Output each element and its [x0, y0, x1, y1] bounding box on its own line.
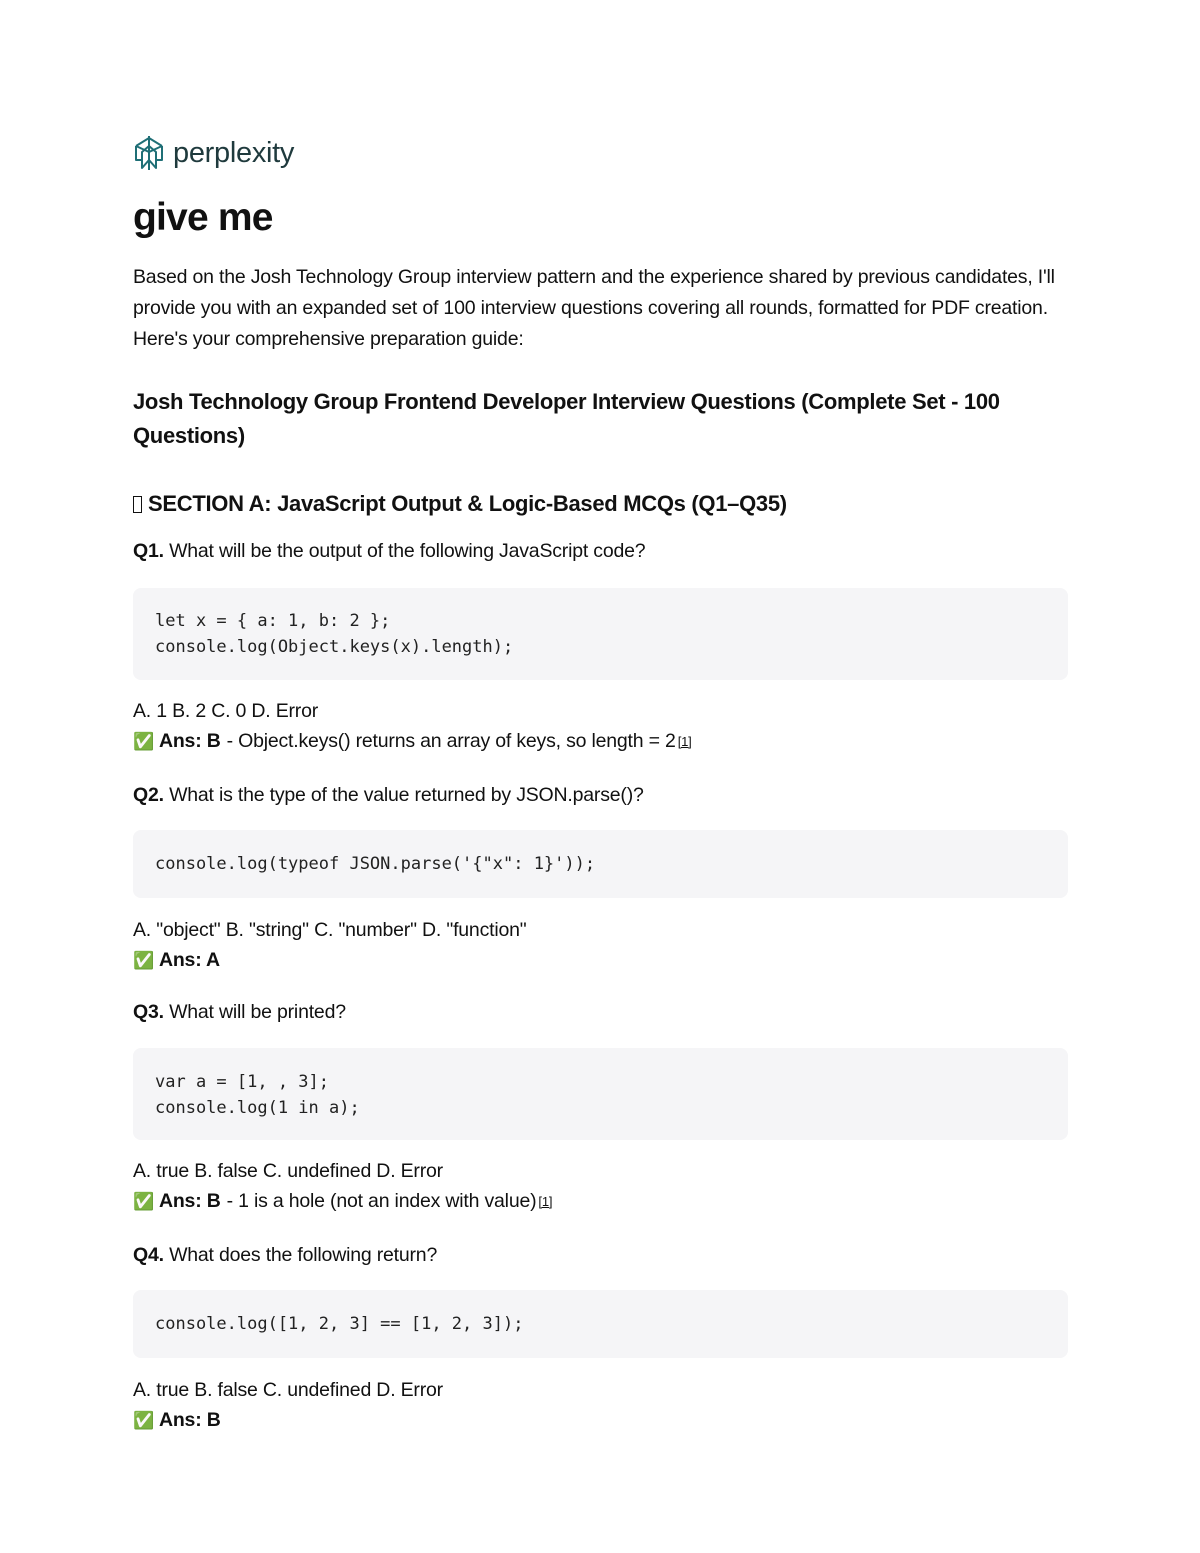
perplexity-logo — [133, 135, 294, 171]
question — [133, 1001, 346, 1024]
check-icon: ✅ — [133, 1191, 154, 1211]
answer-line — [133, 949, 226, 972]
question — [133, 1244, 437, 1267]
answer-options: A. true B. false C. undefined D. Error — [133, 1160, 443, 1182]
code-line: console.log(1 in a); — [155, 1098, 360, 1118]
code-block — [133, 830, 1068, 898]
answer-line: ✅ Ans: B - 1 is a hole (not an index with value) [1] — [133, 1190, 553, 1212]
question-label: Q3. — [133, 1001, 164, 1023]
answer-options: A. "object" B. "string" C. "number" D. "function" — [133, 919, 527, 941]
answer-explanation: - 1 is a hole (not an index with value) — [226, 1190, 537, 1212]
question-text: What will be printed? — [169, 1001, 346, 1023]
section-heading — [133, 491, 787, 517]
check-icon: ✅ — [133, 731, 154, 751]
question — [133, 540, 645, 563]
answer-label: Ans: A — [158, 949, 220, 971]
answer-line — [133, 1409, 227, 1432]
check-icon: ✅ — [133, 950, 154, 970]
question — [133, 784, 644, 807]
code-line: var a = [1, , 3]; — [155, 1072, 329, 1092]
document-heading: Josh Technology Group Frontend Developer Interview Questions (Complete Set - 100 Questions) — [133, 389, 1000, 448]
page-title: give me — [133, 196, 273, 239]
question-label: Q1. — [133, 540, 164, 562]
intro-paragraph: Based on the Josh Technology Group interview pattern and the experience shared by previous candidates, I'll provide you with an expanded set of 100 interview questions covering all rounds, formatted for PDF creation. Here's your comprehensive preparation guide: — [133, 266, 1055, 350]
logo-text: perplexity — [173, 136, 295, 169]
check-icon: ✅ — [133, 1410, 154, 1430]
code-block — [133, 588, 1068, 680]
answer-line: ✅ Ans: B - Object.keys() returns an array of keys, so length = 2 [1] — [133, 730, 692, 752]
perplexity-logo-icon — [133, 135, 165, 171]
answer-options: A. 1 B. 2 C. 0 D. Error — [133, 700, 319, 722]
code-block — [133, 1048, 1068, 1140]
code-line: console.log([1, 2, 3] == [1, 2, 3]); — [155, 1314, 524, 1334]
question-text: What is the type of the value returned by JSON.parse()? — [169, 784, 644, 806]
answer-label: Ans: B — [158, 1190, 221, 1212]
answer-options: A. true B. false C. undefined D. Error — [133, 1379, 443, 1401]
code-line: console.log(Object.keys(x).length); — [155, 637, 514, 657]
question-text: What does the following return? — [169, 1244, 438, 1266]
answer-explanation: - Object.keys() returns an array of keys, so length = 2 — [226, 730, 676, 752]
missing-glyph-box-icon — [133, 496, 142, 513]
question-label: Q4. — [133, 1244, 164, 1266]
answer-label: Ans: B — [158, 1409, 221, 1431]
section-title: SECTION A: JavaScript Output & Logic-Based MCQs (Q1–Q35) — [148, 491, 787, 516]
question-text: What will be the output of the following JavaScript code? — [169, 540, 646, 562]
code-line: let x = { a: 1, b: 2 }; — [155, 611, 391, 631]
code-line: console.log(typeof JSON.parse('{"x": 1}')); — [155, 854, 596, 874]
question-label: Q2. — [133, 784, 164, 806]
code-block — [133, 1290, 1068, 1358]
answer-label: Ans: B — [158, 730, 221, 752]
